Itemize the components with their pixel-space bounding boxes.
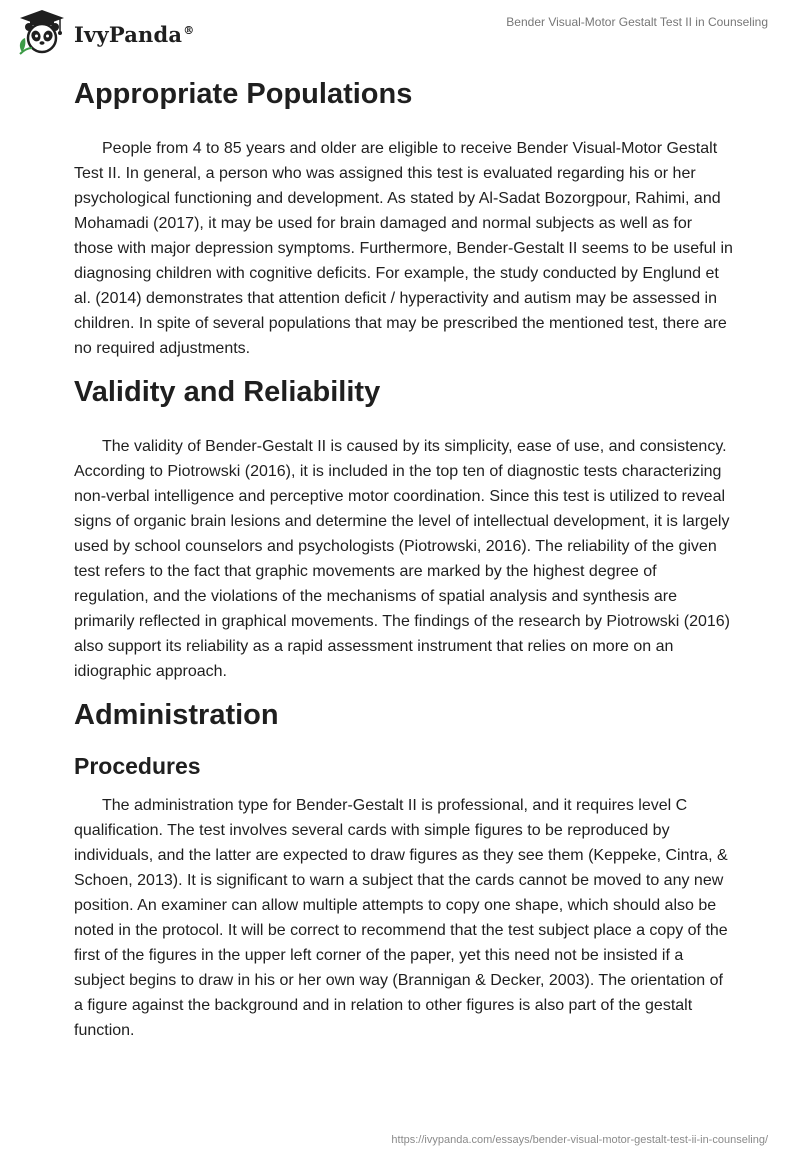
essay-content	[74, 70, 734, 1043]
page-header	[0, 0, 800, 70]
source-url[interactable]: https://ivypanda.com/essays/bender-visual-motor-gestalt-test-ii-in-counseling/	[391, 1134, 768, 1146]
section-heading-validity-reliability: Validity and Reliability	[74, 376, 381, 408]
ivypanda-logo[interactable]	[16, 8, 194, 56]
section-heading-appropriate-populations: Appropriate Populations	[74, 78, 413, 110]
paragraph-procedures: The administration type for Bender-Gestalt II is professional, and it requires level C qualification. The test involves several cards with simple figures to be reproduced by individuals, and the latter are expected to draw figures as they see them (Keppeke, Cintra, & Schoen, 2013). It is significant to warn a subject that the cards cannot be moved to any new position. An examiner can allow multiple attempts to copy one shape, which should also be noted in the protocol. It will be correct to recommend that the test subject place a copy of the first of the figures in the upper left corner of the paper, yet this need not be insisted if a subject begins to draw in his or her own way (Brannigan & Decker, 2003). The orientation of a figure against the background and in relation to other figures is also part of the gestalt function.	[74, 797, 728, 1039]
document-title: Bender Visual-Motor Gestalt Test II in Counseling	[506, 15, 768, 29]
subheading-procedures: Procedures	[74, 753, 201, 779]
brand-name: IvyPanda®	[74, 21, 195, 47]
panda-graduate-icon	[16, 8, 68, 56]
paragraph-appropriate-populations: People from 4 to 85 years and older are eligible to receive Bender Visual-Motor Gestalt Test II. In general, a person who was assigned this test is evaluated regarding his or her psychological functioning and development. As stated by Al-Sadat Bozorgpour, Rahimi, and Mohamadi (2017), it may be used for brain damaged and normal subjects as well as for those with major depression symptoms. Furthermore, Bender-Gestalt II seems to be useful in diagnosing children with cognitive deficits. For example, the study conducted by Englund et al. (2014) demonstrates that attention deficit / hyperactivity and autism may be assessed in children. In spite of several populations that may be prescribed the mentioned test, there are no required adjustments.	[74, 140, 733, 357]
section-heading-administration: Administration	[74, 699, 279, 731]
paragraph-validity-reliability: The validity of Bender-Gestalt II is caused by its simplicity, ease of use, and consistency. According to Piotrowski (2016), it is included in the top ten of diagnostic tests characterizing non-verbal intelligence and perceptive motor coordination. Since this test is utilized to reveal signs of organic brain lesions and determine the level of intellectual development, it is largely used by school counselors and psychologists (Piotrowski, 2016). The reliability of the given test refers to the fact that graphic movements are marked by the highest degree of regulation, and the violations of the mechanisms of spatial analysis and synthesis are primarily reflected in graphical movements. The findings of the research by Piotrowski (2016) also support its reliability as a rapid assessment instrument that relies on more on an idiographic approach.	[74, 438, 730, 680]
